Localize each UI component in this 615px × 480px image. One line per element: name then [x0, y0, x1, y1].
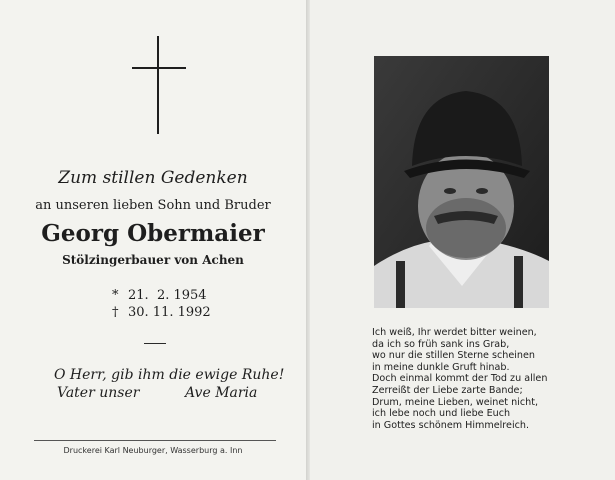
prayer-vater-unser: Vater unser: [57, 385, 140, 401]
birth-date: 21. 2. 1954: [128, 288, 207, 303]
poem-line: wo nur die stillen Sterne scheinen: [372, 350, 535, 362]
death-date-row: [112, 305, 211, 320]
poem: [372, 327, 592, 431]
poem-line: Zerreißt der Liebe zarte Bande;: [372, 384, 523, 396]
prayer-ave-maria: Ave Maria: [185, 385, 258, 401]
portrait-photo: [374, 56, 549, 308]
poem-line: Doch einmal kommt der Tod zu allen: [372, 373, 548, 385]
death-symbol: †: [112, 305, 119, 320]
memorial-heading: Zum stillen Gedenken: [58, 168, 248, 188]
printer-credit: Druckerei Karl Neuburger, Wasserburg a. Inn: [63, 446, 243, 455]
intro-line: an unseren lieben Sohn und Bruder: [35, 198, 271, 213]
poem-line: Drum, meine Lieben, weinet nicht,: [372, 396, 539, 408]
deceased-subtitle: Stölzingerbauer von Achen: [62, 253, 244, 267]
divider-dash: [144, 343, 166, 344]
birth-date-row: [112, 288, 207, 303]
death-date: 30. 11. 1992: [128, 305, 211, 320]
poem-line: Ich weiß, Ihr werdet bitter weinen,: [372, 327, 537, 338]
poem-line: ich lebe noch und liebe Euch: [372, 408, 511, 420]
poem-line: in meine dunkle Gruft hinab.: [372, 361, 510, 373]
birth-symbol: *: [112, 288, 119, 303]
footer-rule: [34, 440, 276, 441]
poem-line: in Gottes schönem Himmelreich.: [372, 419, 530, 431]
poem-line: da ich so früh sank ins Grab,: [372, 338, 510, 350]
cross-icon: [132, 36, 186, 134]
portrait-image: [374, 56, 549, 308]
prayer-line: O Herr, gib ihm die ewige Ruhe!: [54, 367, 285, 383]
deceased-name: Georg Obermaier: [41, 220, 265, 247]
